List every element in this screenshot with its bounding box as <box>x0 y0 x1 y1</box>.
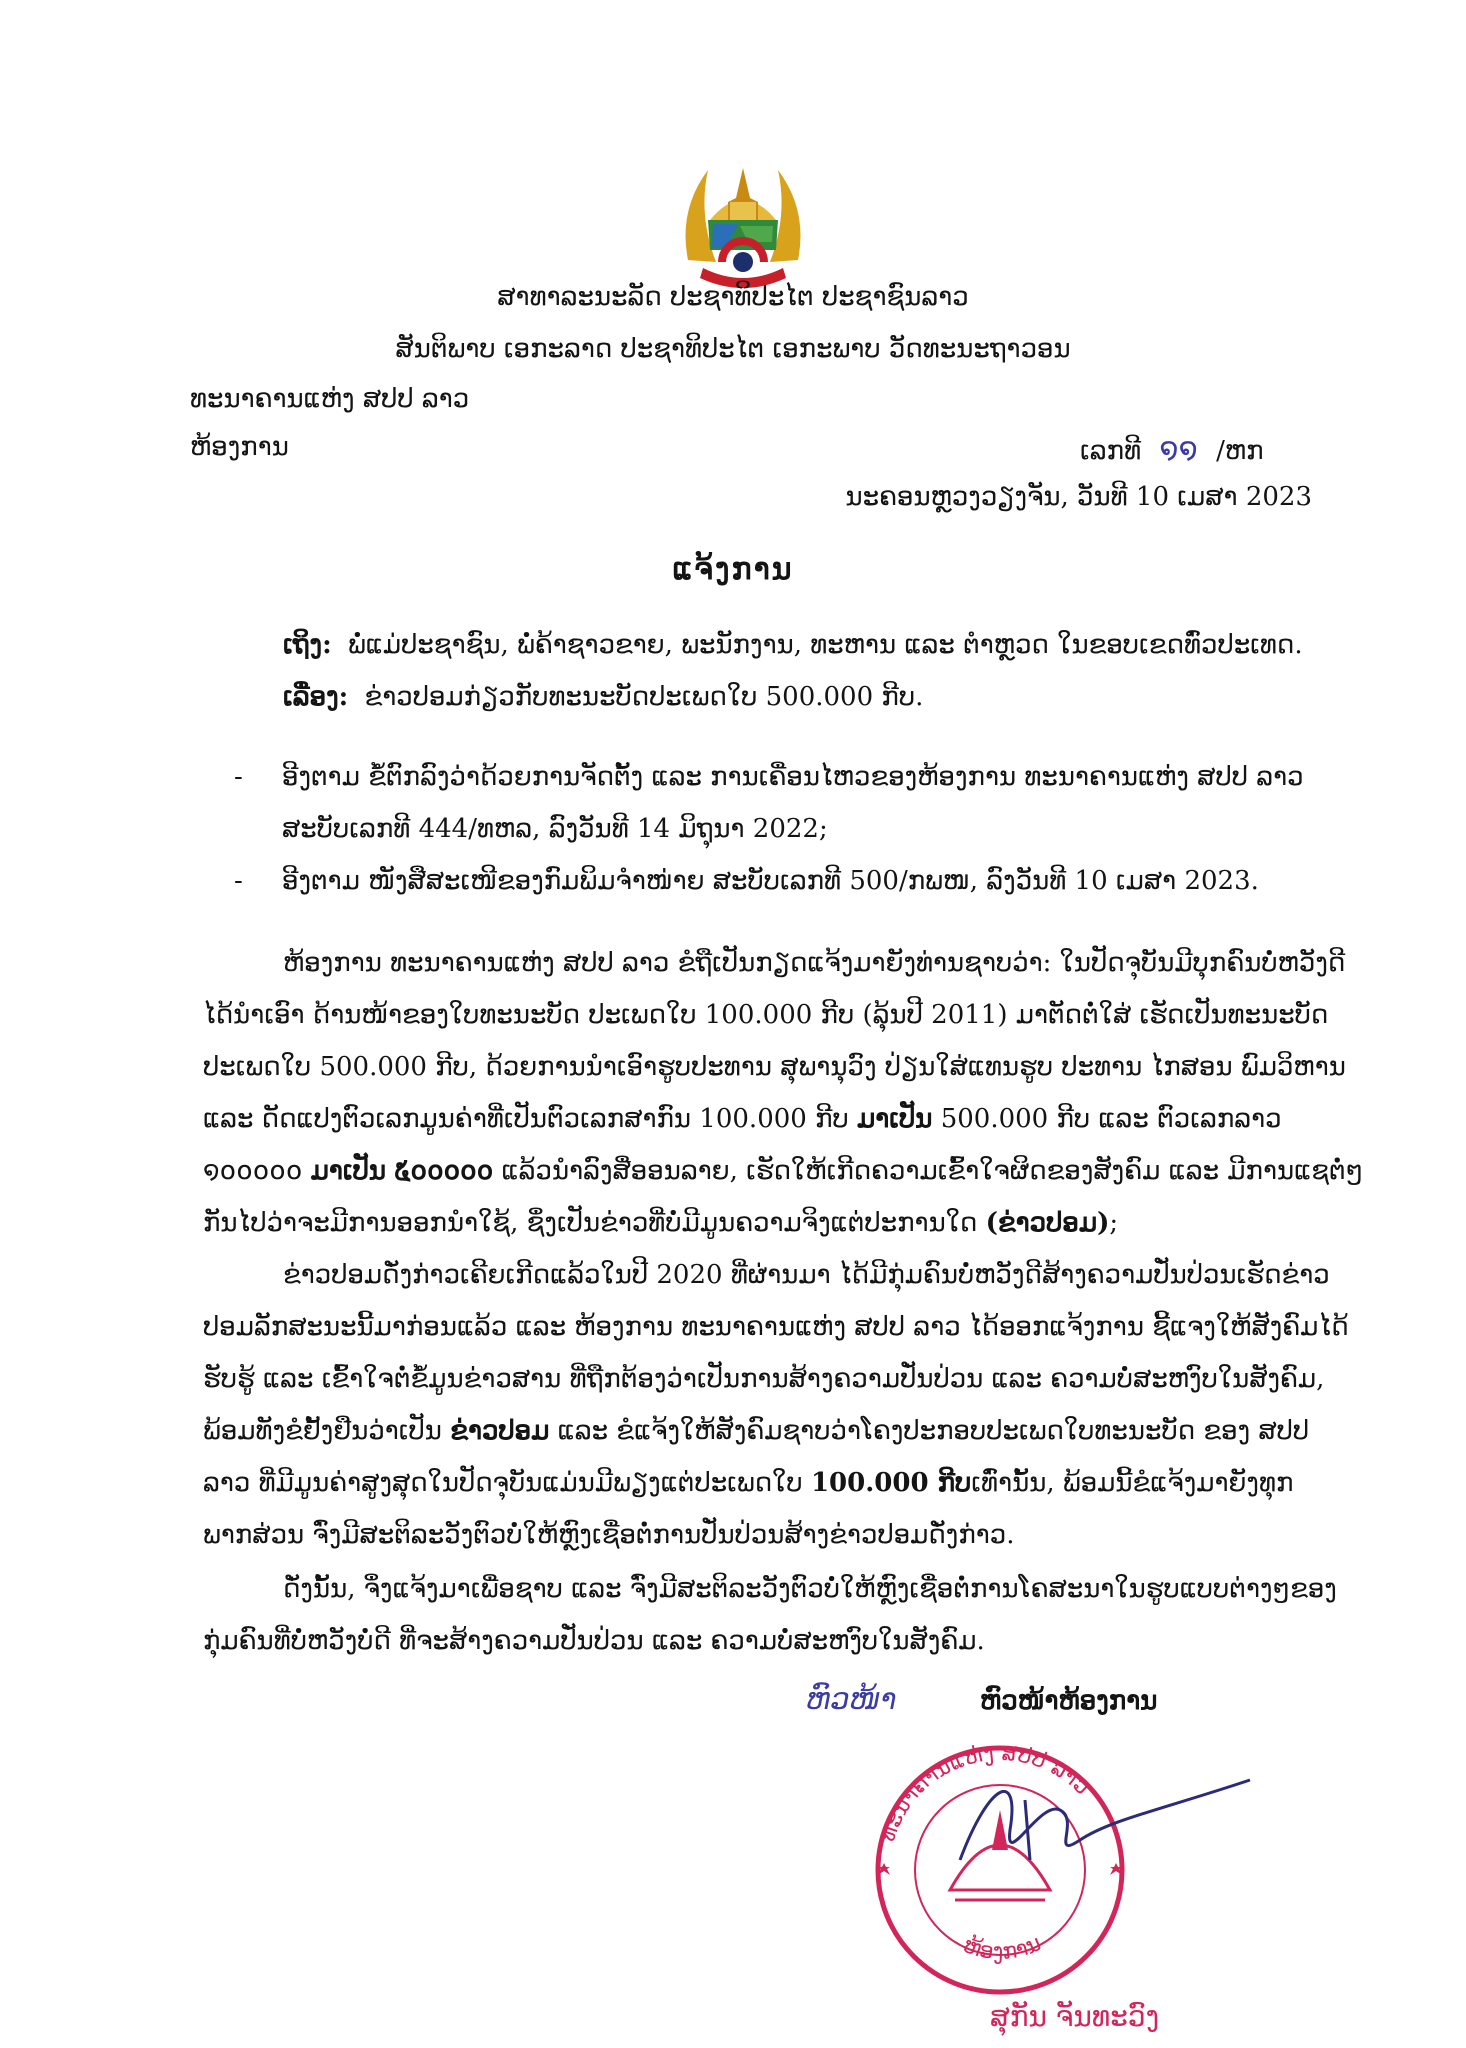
bold-text: 100.000 ກີບ <box>810 1468 972 1498</box>
paragraph-line: ຂ່າວປອມດັ່ງກ່າວເຄີຍເກີດແລ້ວໃນປີ 2020 ທີ່ຜ່ານມາ ໄດ້ມີກຸ່ມຄົນບໍ່ຫວັງດີສ້າງຄວາມປັ່ນປ່ວນເຮັດຂ່າວ <box>283 1260 1330 1290</box>
addressee-line <box>283 630 1303 660</box>
paragraph-line <box>203 1104 1282 1134</box>
paragraph-line <box>203 1156 1363 1186</box>
reference-2-line-1: ອີງຕາມ ໜັງສືສະເໜີຂອງກົມພິມຈຳໜ່າຍ ສະບັບເລກທີ 500/ກພໜ, ລົງວັນທີ 10 ເມສາ 2023. <box>282 866 1259 896</box>
bold-text: (ຂ່າວປອມ) <box>985 1208 1110 1238</box>
text-span: ລາວ ທີ່ມີມູນຄ່າສູງສຸດໃນປັດຈຸບັນແມ່ນມີພຽງແຕ່ປະເພດໃບ <box>203 1468 803 1498</box>
stamp-bottom-text: ຫ້ອງການ <box>959 1930 1046 1965</box>
stamp-top-text: ທະນາຄານແຫ່ງ ສປປ ລາວ <box>875 1740 1095 1845</box>
bold-text: ມາເປັນ <box>310 1156 387 1186</box>
organization-name: ທະນາຄານແຫ່ງ ສປປ ລາວ <box>190 384 470 414</box>
country-name: ສາທາລະນະລັດ ປະຊາທິປະໄຕ ປະຊາຊົນລາວ <box>497 282 969 312</box>
paragraph-line <box>203 1208 1118 1238</box>
reference-number <box>1080 432 1264 467</box>
national-emblem <box>668 150 818 300</box>
document-title: ແຈ້ງການ <box>672 552 794 587</box>
document-date: ນະຄອນຫຼວງວຽງຈັນ, ວັນທີ 10 ເມສາ 2023 <box>845 482 1312 512</box>
text-span: 500.000 ກີບ ແລະ ຕົວເລກລາວ <box>940 1104 1282 1134</box>
subject-label: ເລື່ອງ: <box>283 682 349 712</box>
text-span: ແລ້ວນຳລົງສື່ອອນລາຍ, ເຮັດໃຫ້ເກີດຄວາມເຂົ້າໃຈຜິດຂອງສັງຄົມ ແລະ ມີການແຊຕໍ່ໆ <box>501 1156 1364 1186</box>
signatory-name: ສຸກັນ ຈັນທະວົງ <box>990 2000 1160 2033</box>
paragraph-line: ຫ້ອງການ ທະນາຄານແຫ່ງ ສປປ ລາວ ຂໍຖືເປັນກຽດແຈ້ງມາຍັງທ່ານຊາບວ່າ: ໃນປັດຈຸບັນມີບຸກຄົນບໍ່ຫວັງດີ <box>283 948 1346 978</box>
national-motto: ສັນຕິພາບ ເອກະລາດ ປະຊາທິປະໄຕ ເອກະພາບ ວັດທະນະຖາວອນ <box>395 334 1071 364</box>
svg-text:ຫ້ອງການ <box>960 1931 1045 1965</box>
paragraph-line: ດັ່ງນັ້ນ, ຈຶ່ງແຈ້ງມາເພື່ອຊາບ ແລະ ຈົ່ງມີສະຕິລະວັງຕົວບໍ່ໃຫ້ຫຼົງເຊື່ອຕໍ່ການໂຄສະນາໃນຮູບແບບຕ່າງໆຂອງ <box>283 1574 1337 1604</box>
reference-suffix: /ຫກ <box>1216 436 1264 466</box>
paragraph-line <box>203 1416 1309 1446</box>
signature-scribble <box>930 1740 1270 1900</box>
text-span: ໑໐໐໐໐໐ <box>203 1156 303 1186</box>
reference-number-handwritten: ໑໑ <box>1159 432 1198 467</box>
handwritten-annotation: ຫົວໜ້າ <box>806 1682 897 1717</box>
text-span: ກັນໄປວ່າຈະມີການອອກນຳໃຊ້, ຊຶ່ງເປັນຂ່າວທີ່ບໍ່ມີມູນຄວາມຈິງແຕ່ປະການໃດ <box>203 1208 978 1238</box>
department-name: ຫ້ອງການ <box>190 432 289 462</box>
subject-line <box>283 682 923 712</box>
reference-bullet: - <box>234 762 243 792</box>
text-span: ແລະ ດັດແປງຕົວເລກມູນຄ່າທີ່ເປັນຕົວເລກສາກົນ 100.000 ກີບ <box>203 1104 849 1134</box>
reference-1-line-2: ສະບັບເລກທີ 444/ທຫລ, ລົງວັນທີ 14 ມິຖຸນາ 2022; <box>282 814 828 844</box>
paragraph-line <box>203 1468 1293 1498</box>
addressee-text: ພໍ່ແມ່ປະຊາຊົນ, ພໍ່ຄ້າຊາວຂາຍ, ພະນັກງານ, ທະຫານ ແລະ ຕຳຫຼວດ ໃນຂອບເຂດທົ່ວປະເທດ. <box>347 630 1303 660</box>
signatory-title: ຫົວໜ້າຫ້ອງການ <box>980 1686 1158 1716</box>
paragraph-line: ພາກສ່ວນ ຈົ່ງມີສະຕິລະວັງຕົວບໍ່ໃຫ້ຫຼົງເຊື່ອຕໍ່ການປັ່ນປ່ວນສ້າງຂ່າວປອມດັ່ງກ່າວ. <box>203 1520 1015 1550</box>
text-span: ເທົ່ານັ້ນ, ພ້ອມນີ້ຂໍແຈ້ງມາຍັງທຸກ <box>971 1468 1294 1498</box>
addressee-label: ເຖິງ: <box>283 630 332 660</box>
subject-text: ຂ່າວປອມກ່ຽວກັບທະນະບັດປະເພດໃບ 500.000 ກີບ. <box>364 682 924 712</box>
bold-text: ໕໐໐໐໐໐ <box>394 1156 494 1186</box>
reference-label: ເລກທີ <box>1080 436 1142 466</box>
reference-1-line-1: ອີງຕາມ ຂໍ້ຕົກລົງວ່າດ້ວຍການຈັດຕັ້ງ ແລະ ການເຄື່ອນໄຫວຂອງຫ້ອງການ ທະນາຄານແຫ່ງ ສປປ ລາວ <box>282 762 1304 792</box>
paragraph-line: ປະເພດໃບ 500.000 ກີບ, ດ້ວຍການນຳເອົາຮູບປະທານ ສຸພານຸວົງ ປ່ຽນໃສ່ແທນຮູບ ປະທານ ໄກສອນ ພົມວິຫານ <box>203 1052 1346 1082</box>
reference-bullet: - <box>234 866 243 896</box>
text-span: ; <box>1109 1208 1119 1238</box>
bold-text: ຂ່າວປອມ <box>450 1416 550 1446</box>
text-span: ພ້ອມທັງຂໍຢັ້ງຢືນວ່າເປັນ <box>203 1416 442 1446</box>
paragraph-line: ຮັບຮູ້ ແລະ ເຂົ້າໃຈຕໍ່ຂໍ້ມູນຂ່າວສານ ທີ່ຖືກຕ້ອງວ່າເປັນການສ້າງຄວາມປັ່ນປ່ວນ ແລະ ຄວາມບໍ່ສະຫງົບໃນສັງຄົມ, <box>203 1364 1325 1394</box>
paragraph-line: ກຸ່ມຄົນທີ່ບໍ່ຫວັງບໍ່ດີ ທີ່ຈະສ້າງຄວາມປັ່ນປ່ວນ ແລະ ຄວາມບໍ່ສະຫງົບໃນສັງຄົມ. <box>203 1626 985 1656</box>
text-span: ແລະ ຂໍແຈ້ງໃຫ້ສັງຄົມຊາບວ່າໂຄງປະກອບປະເພດໃບທະນະບັດ ຂອງ ສປປ <box>557 1416 1310 1446</box>
paragraph-line: ປອມລັກສະນະນີ້ມາກ່ອນແລ້ວ ແລະ ຫ້ອງການ ທະນາຄານແຫ່ງ ສປປ ລາວ ໄດ້ອອກແຈ້ງການ ຊີ້ແຈງໃຫ້ສັງຄົມໄດ້ <box>203 1312 1349 1342</box>
paragraph-line: ໄດ້ນຳເອົາ ດ້ານໜ້າຂອງໃບທະນະບັດ ປະເພດໃບ 100.000 ກີບ (ລຸ້ນປີ 2011) ມາຕັດຕໍ່ໃສ່ ເຮັດເປັນທະນະບັດ <box>203 1000 1329 1030</box>
signature-block <box>790 1640 1350 2040</box>
bold-text: ມາເປັນ <box>857 1104 933 1134</box>
